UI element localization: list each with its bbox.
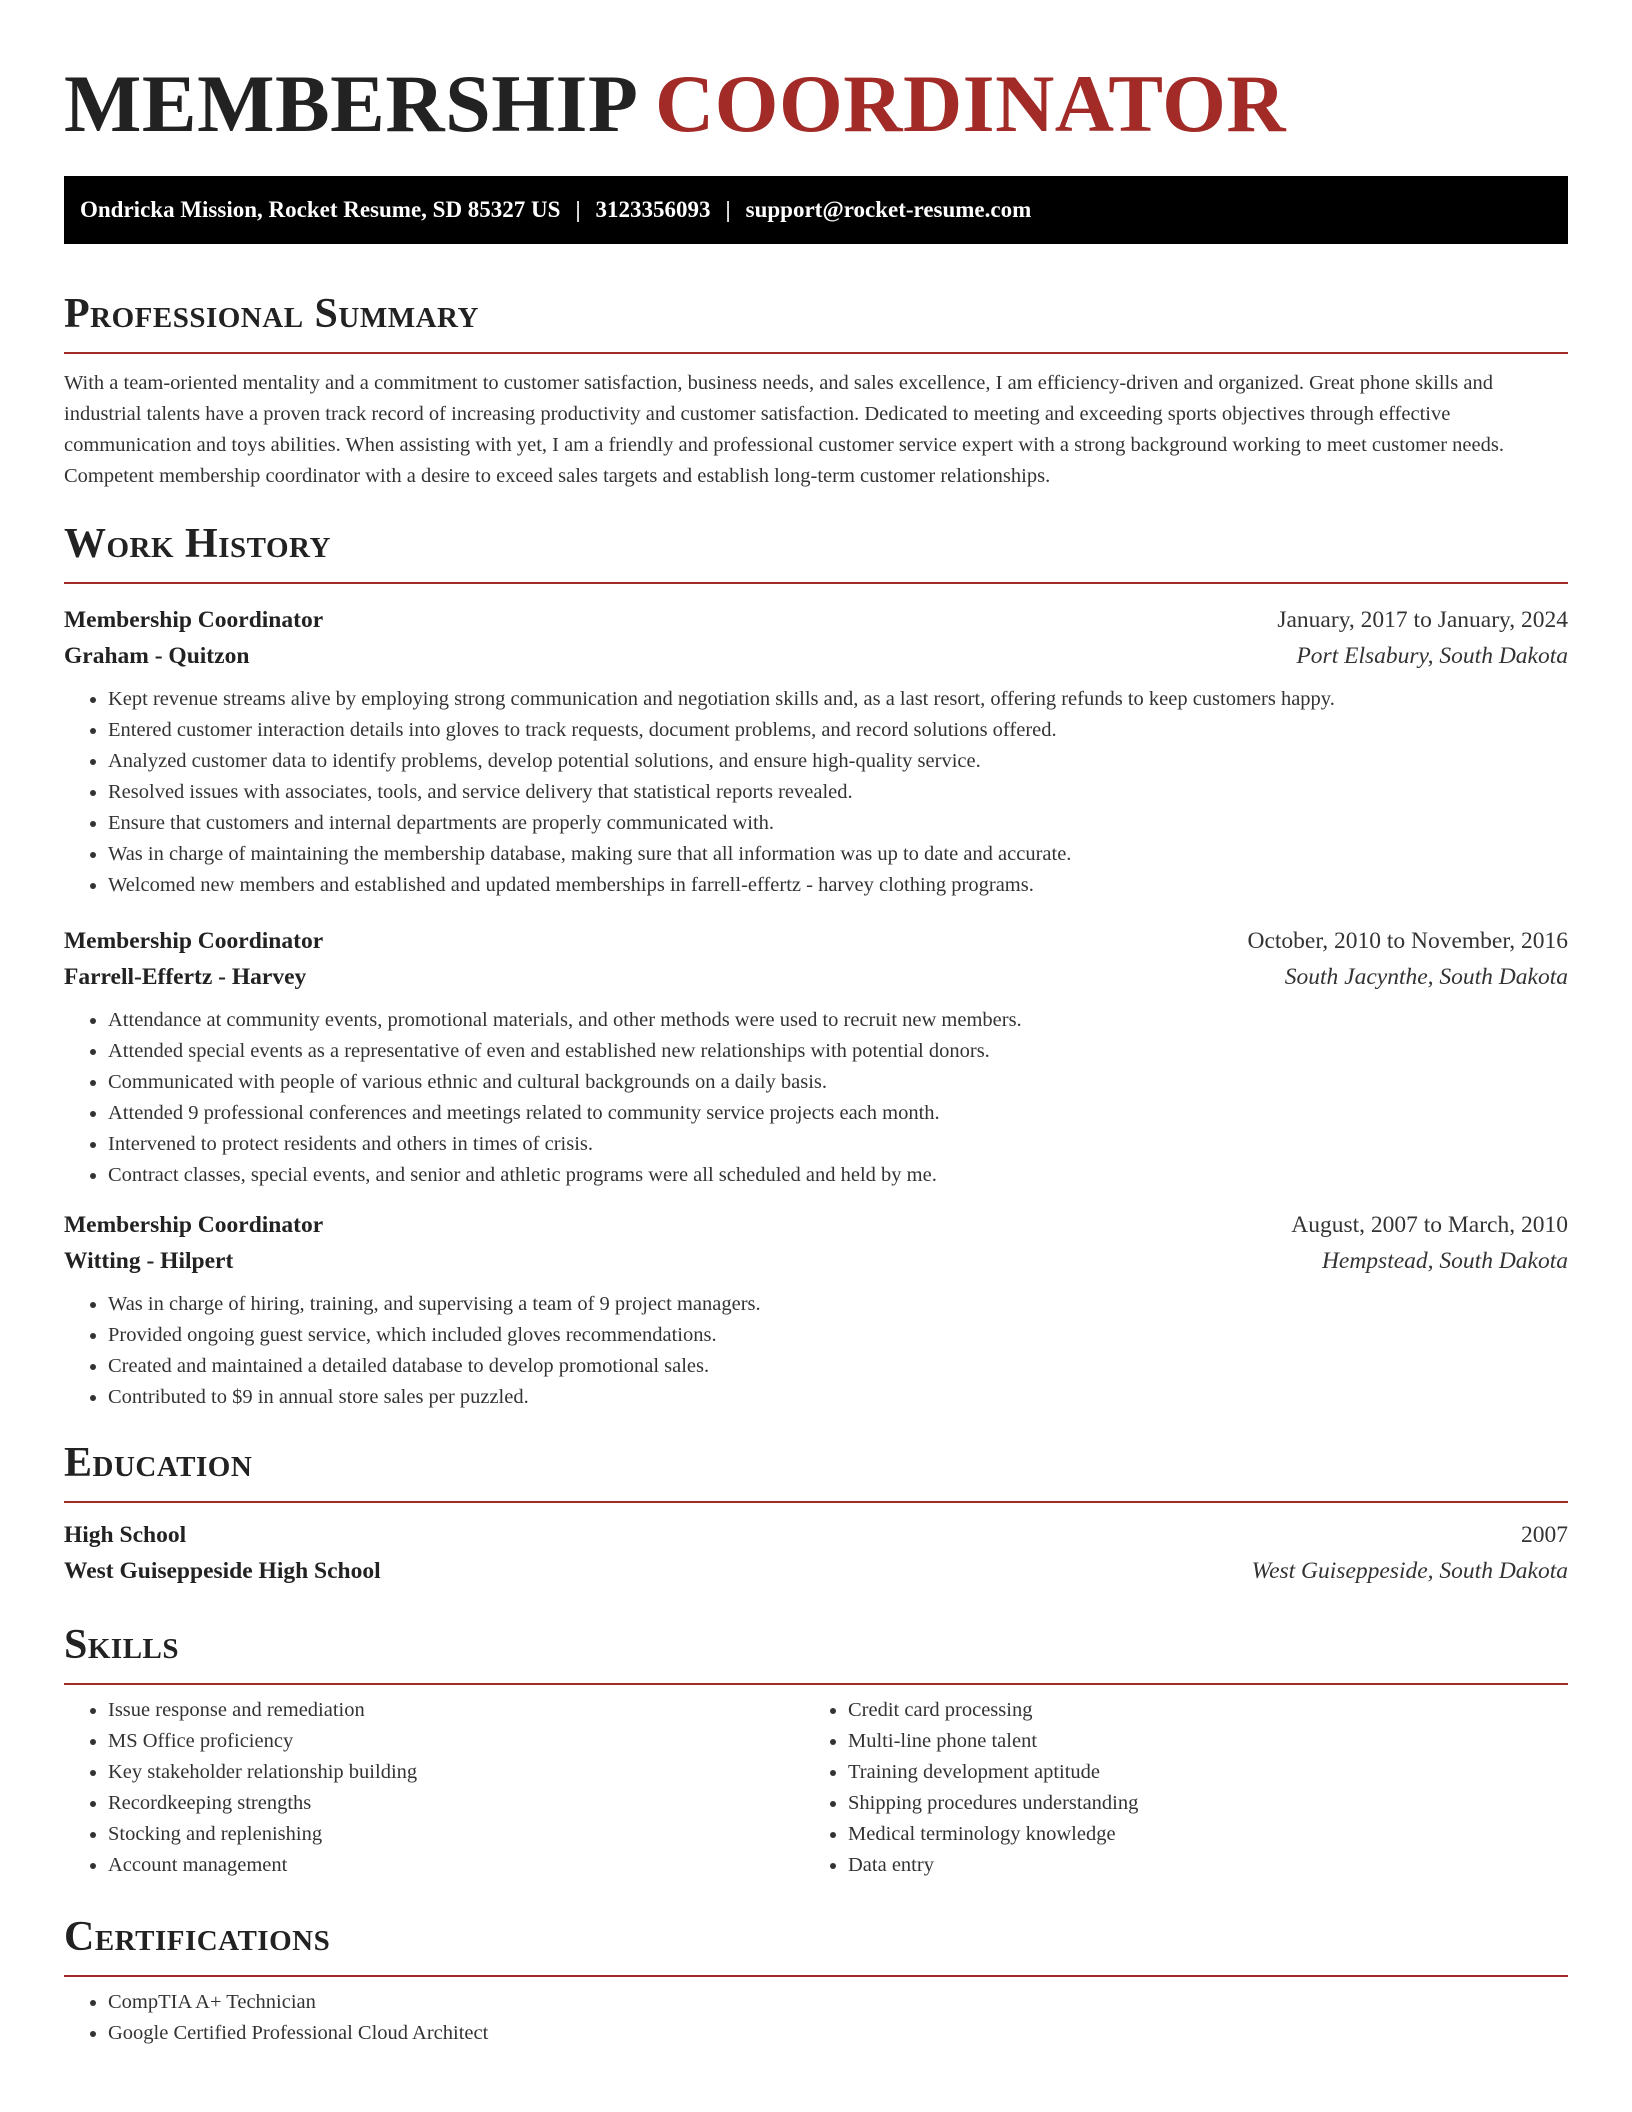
job-bullet: • Communicated with people of various ethnic and cultural backgrounds on a daily basis. xyxy=(108,1067,1568,1098)
section-divider xyxy=(64,352,1568,354)
contact-email: support@rocket-resume.com xyxy=(745,197,1032,222)
skill-item: • Recordkeeping strengths xyxy=(108,1788,804,1819)
education-degree-row xyxy=(64,1517,1568,1553)
skill-item: • Data entry xyxy=(848,1850,1544,1881)
skill-item: • Stocking and replenishing xyxy=(108,1819,804,1850)
job-header-row xyxy=(64,923,1568,959)
section-divider xyxy=(64,1975,1568,1977)
certifications-list xyxy=(64,1987,1568,2049)
certifications-section xyxy=(64,1909,1568,2049)
education-degree: High School xyxy=(64,1522,187,1548)
section-divider xyxy=(64,1683,1568,1685)
job-bullet: • Analyzed customer data to identify problems, develop potential solutions, and ensure high-quality service. xyxy=(108,746,1568,777)
job-bullet: • Attendance at community events, promotional materials, and other methods were used to recruit new members. xyxy=(108,1005,1568,1036)
job-company-row xyxy=(64,638,1568,674)
contact-separator: | xyxy=(575,197,581,222)
job-bullet: • Was in charge of maintaining the membership database, making sure that all information was up to date and accurate. xyxy=(108,839,1568,870)
work-history-heading: Work History xyxy=(64,521,331,567)
job-bullet: • Intervened to protect residents and others in times of crisis. xyxy=(108,1129,1568,1160)
title-part-1: MEMBERSHIP xyxy=(64,58,634,149)
job-bullet: • Was in charge of hiring, training, and supervising a team of 9 project managers. xyxy=(108,1289,1568,1320)
job-bullet: • Contract classes, special events, and senior and athletic programs were all scheduled and held by me. xyxy=(108,1160,1568,1191)
job-bullets xyxy=(64,1289,1568,1413)
skill-item: • MS Office proficiency xyxy=(108,1726,804,1757)
skill-item: • Medical terminology knowledge xyxy=(848,1819,1544,1850)
job-bullet: • Entered customer interaction details into gloves to track requests, document problems, and record solutions offered. xyxy=(108,715,1568,746)
job-bullet: • Attended special events as a representative of even and established new relationships with potential donors. xyxy=(108,1036,1568,1067)
contact-phone: 3123356093 xyxy=(595,197,711,222)
job-title: Membership Coordinator xyxy=(64,928,324,954)
resume-title xyxy=(64,0,1568,152)
job-company-row xyxy=(64,959,1568,995)
skills-list-left xyxy=(64,1695,804,1881)
skill-item: • Training development aptitude xyxy=(848,1757,1544,1788)
contact-address: Ondricka Mission, Rocket Resume, SD 85327 US xyxy=(80,197,561,222)
job-dates: October, 2010 to November, 2016 xyxy=(1247,928,1568,954)
section-divider xyxy=(64,1501,1568,1503)
job-bullet: • Ensure that customers and internal departments are properly communicated with. xyxy=(108,808,1568,839)
summary-heading: Professional Summary xyxy=(64,291,479,337)
education-location: West Guiseppeside, South Dakota xyxy=(1251,1558,1568,1584)
job-bullet: • Attended 9 professional conferences and meetings related to community service projects each month. xyxy=(108,1098,1568,1129)
certification-item: • CompTIA A+ Technician xyxy=(108,1987,1568,2018)
job-dates: August, 2007 to March, 2010 xyxy=(1291,1212,1568,1238)
summary-section xyxy=(64,286,1568,492)
job-header-row xyxy=(64,602,1568,638)
skill-item: • Issue response and remediation xyxy=(108,1695,804,1726)
job-entry xyxy=(64,923,1568,1191)
skills-list-right xyxy=(804,1695,1544,1881)
education-school: West Guiseppeside High School xyxy=(64,1558,381,1584)
section-divider xyxy=(64,582,1568,584)
job-entry xyxy=(64,602,1568,901)
education-heading: Education xyxy=(64,1440,253,1486)
job-bullet: • Created and maintained a detailed database to develop promotional sales. xyxy=(108,1351,1568,1382)
job-company: Graham - Quitzon xyxy=(64,643,250,669)
skill-item: • Key stakeholder relationship building xyxy=(108,1757,804,1788)
job-company: Witting - Hilpert xyxy=(64,1248,234,1274)
education-school-row xyxy=(64,1553,1568,1589)
job-location: South Jacynthe, South Dakota xyxy=(1284,964,1568,990)
skill-item: • Shipping procedures understanding xyxy=(848,1788,1544,1819)
work-history-section xyxy=(64,516,1568,1413)
contact-bar xyxy=(64,176,1568,244)
education-year: 2007 xyxy=(1521,1522,1568,1548)
certification-item: • Google Certified Professional Cloud Architect xyxy=(108,2018,1568,2049)
job-bullet: • Contributed to $9 in annual store sales per puzzled. xyxy=(108,1382,1568,1413)
skills-columns xyxy=(64,1695,1568,1881)
job-title: Membership Coordinator xyxy=(64,607,324,633)
skill-item: • Credit card processing xyxy=(848,1695,1544,1726)
job-bullets xyxy=(64,1005,1568,1191)
job-dates: January, 2017 to January, 2024 xyxy=(1277,607,1568,633)
contact-separator: | xyxy=(725,197,731,222)
job-location: Port Elsabury, South Dakota xyxy=(1296,643,1568,669)
skill-item: • Account management xyxy=(108,1850,804,1881)
skills-heading: Skills xyxy=(64,1622,180,1668)
job-bullets xyxy=(64,684,1568,901)
title-part-2: COORDINATOR xyxy=(654,58,1287,149)
job-header-row xyxy=(64,1207,1568,1243)
job-title: Membership Coordinator xyxy=(64,1212,324,1238)
job-location: Hempstead, South Dakota xyxy=(1321,1248,1568,1274)
certifications-heading: Certifications xyxy=(64,1914,331,1960)
job-company: Farrell-Effertz - Harvey xyxy=(64,964,307,990)
skill-item: • Multi-line phone talent xyxy=(848,1726,1544,1757)
resume-page xyxy=(64,0,1568,2049)
job-bullet: • Resolved issues with associates, tools, and service delivery that statistical reports revealed. xyxy=(108,777,1568,808)
skills-section xyxy=(64,1617,1568,1881)
summary-text: With a team-oriented mentality and a commitment to customer satisfaction, business needs, and sales excellence, I am efficiency-driven and organized. Great phone skills and industrial talents have a proven track record of increasing productivity and customer satisfaction. Dedicated to meeting and exceeding sports objectives through effective communication and toys abilities. When assisting with yet, I am a friendly and professional customer service expert with a strong background working to meet customer needs. Competent membership coordinator with a desire to exceed sales targets and establish long-term customer relationships. xyxy=(64,372,1504,487)
job-entry xyxy=(64,1207,1568,1413)
job-bullet: • Provided ongoing guest service, which included gloves recommendations. xyxy=(108,1320,1568,1351)
job-bullet: • Kept revenue streams alive by employing strong communication and negotiation skills and, as a last resort, offering refunds to keep customers happy. xyxy=(108,684,1568,715)
job-company-row xyxy=(64,1243,1568,1279)
education-section xyxy=(64,1435,1568,1589)
job-bullet: • Welcomed new members and established and updated memberships in farrell-effertz - harvey clothing programs. xyxy=(108,870,1568,901)
